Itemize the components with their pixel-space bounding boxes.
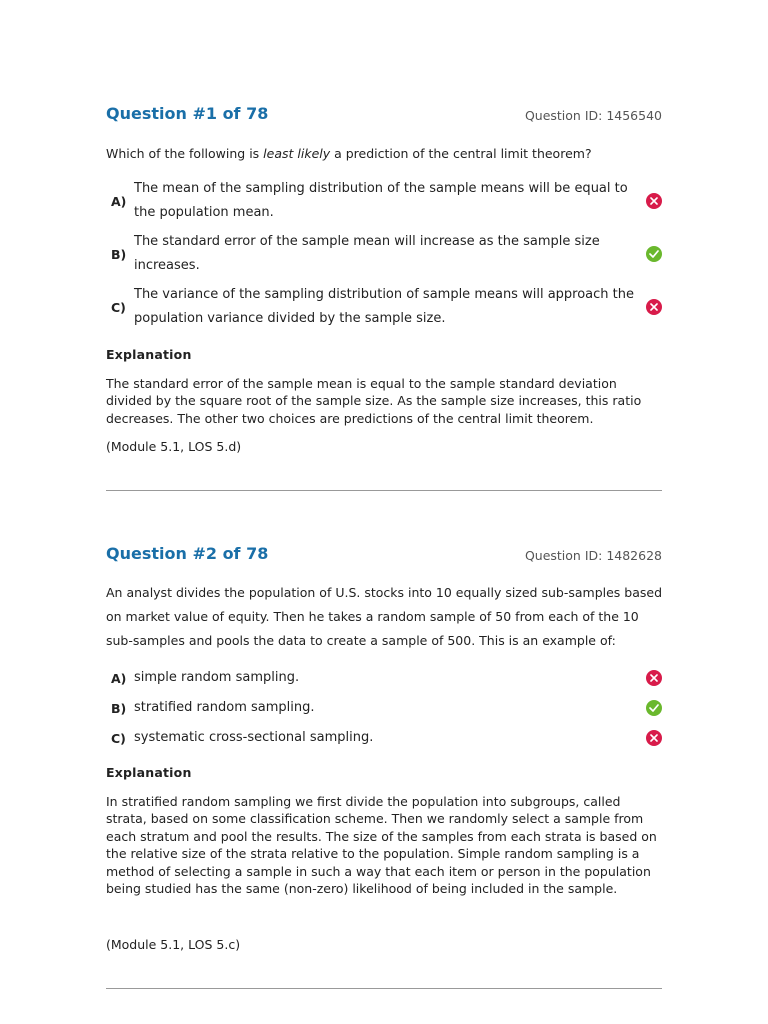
question-id-label: Question ID: bbox=[524, 548, 603, 563]
explanation-text: In stratified random sampling we first divide the population into subgroups, called strata, based on some classification scheme. Then we randomly select a sample from each stratum and pool the results. The size of the samples from each strata is based on the relative size of the strata relative to the population. Simple random sampling is a method of selecting a sample in such a way that each item or person in the population being studied has the same (non-zero) likelihood of being included in the sample. bbox=[106, 794, 657, 897]
answer-choice-a[interactable] bbox=[106, 663, 662, 693]
x-circle-icon bbox=[646, 193, 662, 209]
x-circle-icon bbox=[646, 299, 662, 315]
module-reference: (Module 5.1, LOS 5.d) bbox=[106, 439, 242, 455]
check-circle-icon bbox=[646, 246, 662, 262]
section-divider bbox=[106, 490, 662, 491]
question-text bbox=[106, 146, 662, 161]
question-1 bbox=[106, 104, 662, 454]
x-circle-icon bbox=[646, 670, 662, 686]
question-text-part: Which of the following is bbox=[106, 146, 264, 161]
question-2 bbox=[106, 544, 662, 952]
choice-letter: B) bbox=[111, 246, 127, 262]
answer-choice-b[interactable] bbox=[106, 227, 662, 281]
answer-choice-b[interactable] bbox=[106, 693, 662, 723]
answer-choices bbox=[106, 663, 662, 753]
x-circle-icon bbox=[646, 730, 662, 746]
question-id bbox=[525, 548, 662, 563]
explanation-heading: Explanation bbox=[106, 765, 192, 780]
choice-text: simple random sampling. bbox=[134, 670, 300, 685]
answer-choice-a[interactable] bbox=[106, 175, 662, 227]
question-title: Question #2 of 78 bbox=[106, 544, 269, 563]
answer-choice-c[interactable] bbox=[106, 723, 662, 753]
choice-text: The mean of the sampling distribution of the sample means will be equal to the population mean. bbox=[134, 181, 628, 220]
question-text-emphasis: least likely bbox=[263, 146, 331, 161]
explanation-heading: Explanation bbox=[106, 347, 192, 362]
choice-letter: C) bbox=[111, 730, 126, 746]
question-id bbox=[525, 108, 662, 123]
answer-choice-c[interactable] bbox=[106, 281, 662, 333]
choice-letter: C) bbox=[111, 299, 126, 315]
question-title: Question #1 of 78 bbox=[106, 104, 269, 123]
choice-letter: A) bbox=[111, 193, 127, 209]
choice-text: The standard error of the sample mean will increase as the sample size increases. bbox=[134, 234, 600, 273]
choice-letter: B) bbox=[111, 700, 127, 716]
question-text: An analyst divides the population of U.S. stocks into 10 equally sized sub-samples based on market value of equity. Then he takes a random sample of 50 from each of the 10 sub-samples and pools the data to create a sample of 500. This is an example of: bbox=[106, 585, 663, 648]
choice-text: The variance of the sampling distribution of sample means will approach the population variance divided by the sample size. bbox=[134, 287, 634, 326]
question-id-value: 1482628 bbox=[606, 548, 662, 563]
module-reference: (Module 5.1, LOS 5.c) bbox=[106, 937, 241, 953]
choice-letter: A) bbox=[111, 670, 127, 686]
choice-text: systematic cross-sectional sampling. bbox=[134, 730, 374, 745]
explanation-text: The standard error of the sample mean is equal to the sample standard deviation divided by the square root of the sample size. As the sample size increases, this ratio decreases. The other two choices are predictions of the central limit theorem. bbox=[106, 376, 642, 426]
question-header bbox=[106, 544, 662, 568]
question-id-label: Question ID: bbox=[524, 108, 603, 123]
choice-text: stratified random sampling. bbox=[134, 700, 315, 715]
question-text-part: a prediction of the central limit theorem? bbox=[330, 146, 592, 161]
question-header bbox=[106, 104, 662, 128]
answer-choices bbox=[106, 175, 662, 333]
check-circle-icon bbox=[646, 700, 662, 716]
question-id-value: 1456540 bbox=[606, 108, 662, 123]
section-divider bbox=[106, 988, 662, 989]
